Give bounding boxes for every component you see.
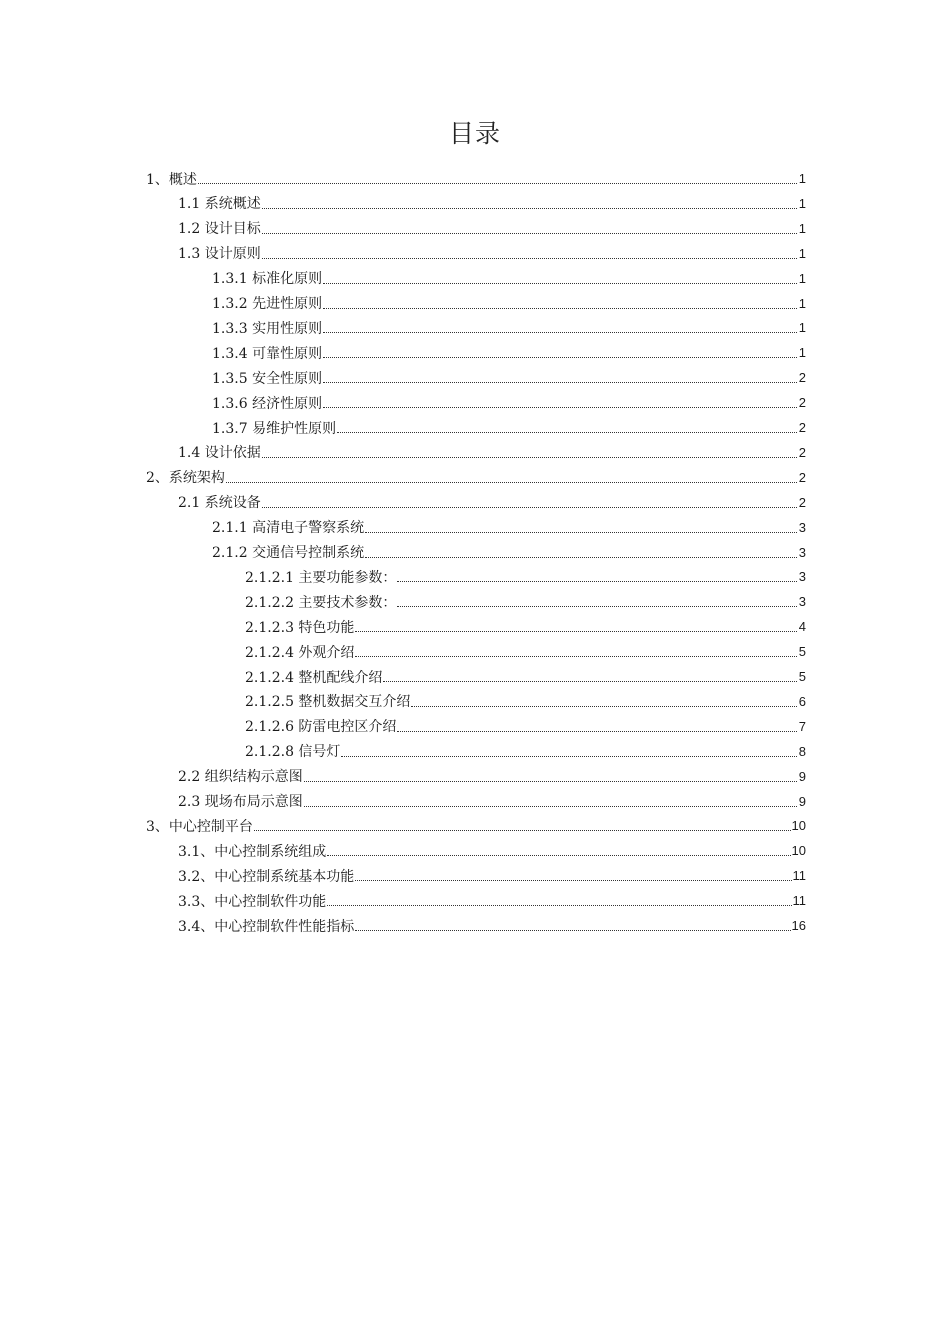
dot-leader — [397, 719, 797, 732]
toc-entry-page-number: 11 — [792, 893, 806, 909]
toc-entry-label: 3、中心控制平台 — [146, 818, 253, 835]
toc-entry-page-number: 16 — [791, 918, 806, 933]
dot-leader — [365, 545, 797, 558]
toc-entry[interactable] — [178, 216, 806, 241]
toc-entry-page-number: 11 — [792, 868, 806, 884]
toc-entry-page-number: 9 — [798, 793, 806, 809]
toc-entry-label: 2.1.2.8 信号灯 — [245, 744, 341, 761]
dot-leader — [323, 271, 797, 284]
dot-leader — [226, 470, 797, 483]
dot-leader — [262, 445, 797, 458]
toc-entry-page-number: 1 — [798, 270, 806, 286]
dot-leader — [323, 395, 797, 408]
dot-leader — [365, 520, 797, 533]
toc-entry-page-number: 3 — [798, 569, 806, 585]
toc-entry-page-number: 3 — [798, 519, 806, 535]
toc-entry-label: 1.3.5 安全性原则 — [212, 370, 323, 387]
toc-entry[interactable] — [245, 664, 806, 689]
toc-entry-label: 2.2 组织结构示意图 — [178, 769, 303, 786]
toc-entry-label: 1.3.1 标准化原则 — [212, 271, 323, 288]
toc-entry-label: 2.1.2.1 主要功能参数： — [245, 569, 397, 586]
toc-entry-label: 2.1 系统设备 — [178, 495, 261, 512]
toc-entry-page-number: 1 — [798, 245, 806, 261]
toc-entry[interactable] — [245, 739, 806, 764]
toc-entry-label: 3.3、中心控制软件功能 — [178, 893, 327, 910]
toc-entry-page-number: 1 — [798, 320, 806, 336]
toc-entry[interactable] — [178, 440, 806, 465]
toc-entry-page-number: 10 — [791, 818, 806, 834]
toc-entry-page-number: 10 — [791, 843, 806, 859]
toc-entry[interactable] — [212, 390, 806, 415]
toc-entry-label: 1.3.3 实用性原则 — [212, 320, 323, 337]
toc-entry-label: 1.4 设计依据 — [178, 445, 261, 462]
dot-leader — [355, 868, 791, 881]
dot-leader — [323, 296, 797, 309]
dot-leader — [198, 171, 797, 184]
dot-leader — [355, 619, 797, 632]
dot-leader — [355, 644, 797, 657]
toc-entry[interactable] — [212, 415, 806, 440]
toc-entry-label: 1.3.4 可靠性原则 — [212, 345, 323, 362]
toc-entry[interactable] — [178, 490, 806, 515]
toc-entry-page-number: 2 — [798, 395, 806, 411]
toc-entry-page-number: 7 — [798, 718, 806, 734]
toc-entry[interactable] — [146, 813, 806, 838]
toc-entry-label: 2.1.1 高清电子警察系统 — [212, 520, 365, 537]
toc-entry-page-number: 1 — [798, 195, 806, 211]
toc-entry[interactable] — [245, 714, 806, 739]
toc-entry-label: 3.4、中心控制软件性能指标 — [178, 918, 355, 935]
dot-leader — [397, 594, 797, 607]
toc-entry-label: 2.1.2 交通信号控制系统 — [212, 545, 365, 561]
toc-entry[interactable] — [212, 315, 806, 340]
toc-entry-page-number: 2 — [798, 444, 806, 460]
dot-leader — [304, 794, 797, 807]
toc-entry-label: 2.1.2.3 特色功能 — [245, 619, 355, 636]
toc-entry-label: 2.3 现场布局示意图 — [178, 794, 303, 810]
toc-entry[interactable] — [212, 340, 806, 365]
toc-title: 目录 — [448, 119, 501, 148]
dot-leader — [355, 918, 790, 931]
toc-entry-label: 1.3 设计原则 — [178, 246, 261, 263]
toc-entry[interactable] — [245, 589, 806, 614]
dot-leader — [341, 744, 797, 757]
dot-leader — [383, 669, 797, 682]
dot-leader — [327, 893, 791, 906]
dot-leader — [262, 196, 797, 209]
toc-entry-label: 2、系统架构 — [146, 470, 225, 487]
toc-entry-page-number: 5 — [798, 644, 806, 660]
toc-entry[interactable] — [178, 838, 806, 863]
dot-leader — [262, 221, 797, 234]
toc-entry-label: 3.2、中心控制系统基本功能 — [178, 868, 355, 885]
toc-entry-page-number: 4 — [798, 619, 806, 635]
toc-entry-page-number: 1 — [798, 171, 806, 186]
toc-entry-page-number: 2 — [798, 469, 806, 485]
toc-entry-label: 3.1、中心控制系统组成 — [178, 843, 327, 860]
toc-entry-label: 2.1.2.2 主要技术参数： — [245, 594, 397, 611]
toc-entry-page-number: 5 — [798, 669, 806, 684]
toc-entry-page-number: 3 — [798, 544, 806, 560]
toc-entry[interactable] — [178, 913, 806, 938]
toc-entry[interactable] — [178, 764, 806, 789]
toc-entry-page-number: 3 — [798, 594, 806, 610]
toc-entry[interactable] — [178, 888, 806, 913]
toc-entry-label: 1.1 系统概述 — [178, 196, 261, 213]
toc-entry[interactable] — [245, 689, 806, 714]
toc-entry-page-number: 9 — [798, 768, 806, 784]
dot-leader — [304, 769, 797, 782]
toc-entry-page-number: 8 — [798, 743, 806, 759]
dot-leader — [323, 345, 797, 358]
dot-leader — [327, 843, 790, 856]
toc-entry-label: 1.3.7 易维护性原则 — [212, 420, 337, 437]
toc-entry[interactable] — [178, 863, 806, 888]
toc-entry[interactable] — [178, 241, 806, 266]
dot-leader — [254, 818, 791, 831]
toc-entry-page-number: 1 — [798, 345, 806, 361]
toc-entry[interactable] — [212, 365, 806, 390]
toc-entry[interactable] — [245, 564, 806, 589]
toc-entry-page-number: 1 — [798, 220, 806, 236]
toc-entry-page-number: 6 — [798, 693, 806, 709]
toc-entry-page-number: 1 — [798, 295, 806, 311]
dot-leader — [262, 246, 797, 259]
dot-leader — [411, 694, 797, 707]
toc-entry-label: 1.3.6 经济性原则 — [212, 395, 323, 412]
toc-entry-page-number: 2 — [798, 370, 806, 386]
toc-entry[interactable] — [245, 639, 806, 664]
toc-entry[interactable] — [212, 291, 806, 316]
dot-leader — [323, 370, 797, 383]
dot-leader — [262, 495, 797, 508]
dot-leader — [337, 420, 797, 433]
toc-entry-label: 2.1.2.4 整机配线介绍 — [245, 669, 383, 686]
toc-entry[interactable] — [212, 266, 806, 291]
toc-entry[interactable] — [178, 191, 806, 216]
toc-entry-label: 2.1.2.5 整机数据交互介绍 — [245, 694, 411, 711]
dot-leader — [397, 569, 797, 582]
toc-entry-label: 1、概述 — [146, 171, 197, 188]
toc-entry-label: 1.2 设计目标 — [178, 221, 261, 238]
toc-entry-label: 1.3.2 先进性原则 — [212, 296, 323, 312]
dot-leader — [323, 320, 797, 333]
toc-entry-page-number: 2 — [798, 494, 806, 510]
toc-entry-page-number: 2 — [798, 420, 806, 435]
toc-entry[interactable] — [212, 515, 806, 540]
toc-entry[interactable] — [146, 465, 806, 490]
toc-entry[interactable] — [245, 614, 806, 639]
toc-entry[interactable] — [212, 540, 806, 565]
toc-entry[interactable] — [178, 789, 806, 814]
toc-entry[interactable] — [146, 166, 806, 191]
toc-entry-label: 2.1.2.6 防雷电控区介绍 — [245, 719, 397, 736]
toc-entry-label: 2.1.2.4 外观介绍 — [245, 644, 355, 661]
